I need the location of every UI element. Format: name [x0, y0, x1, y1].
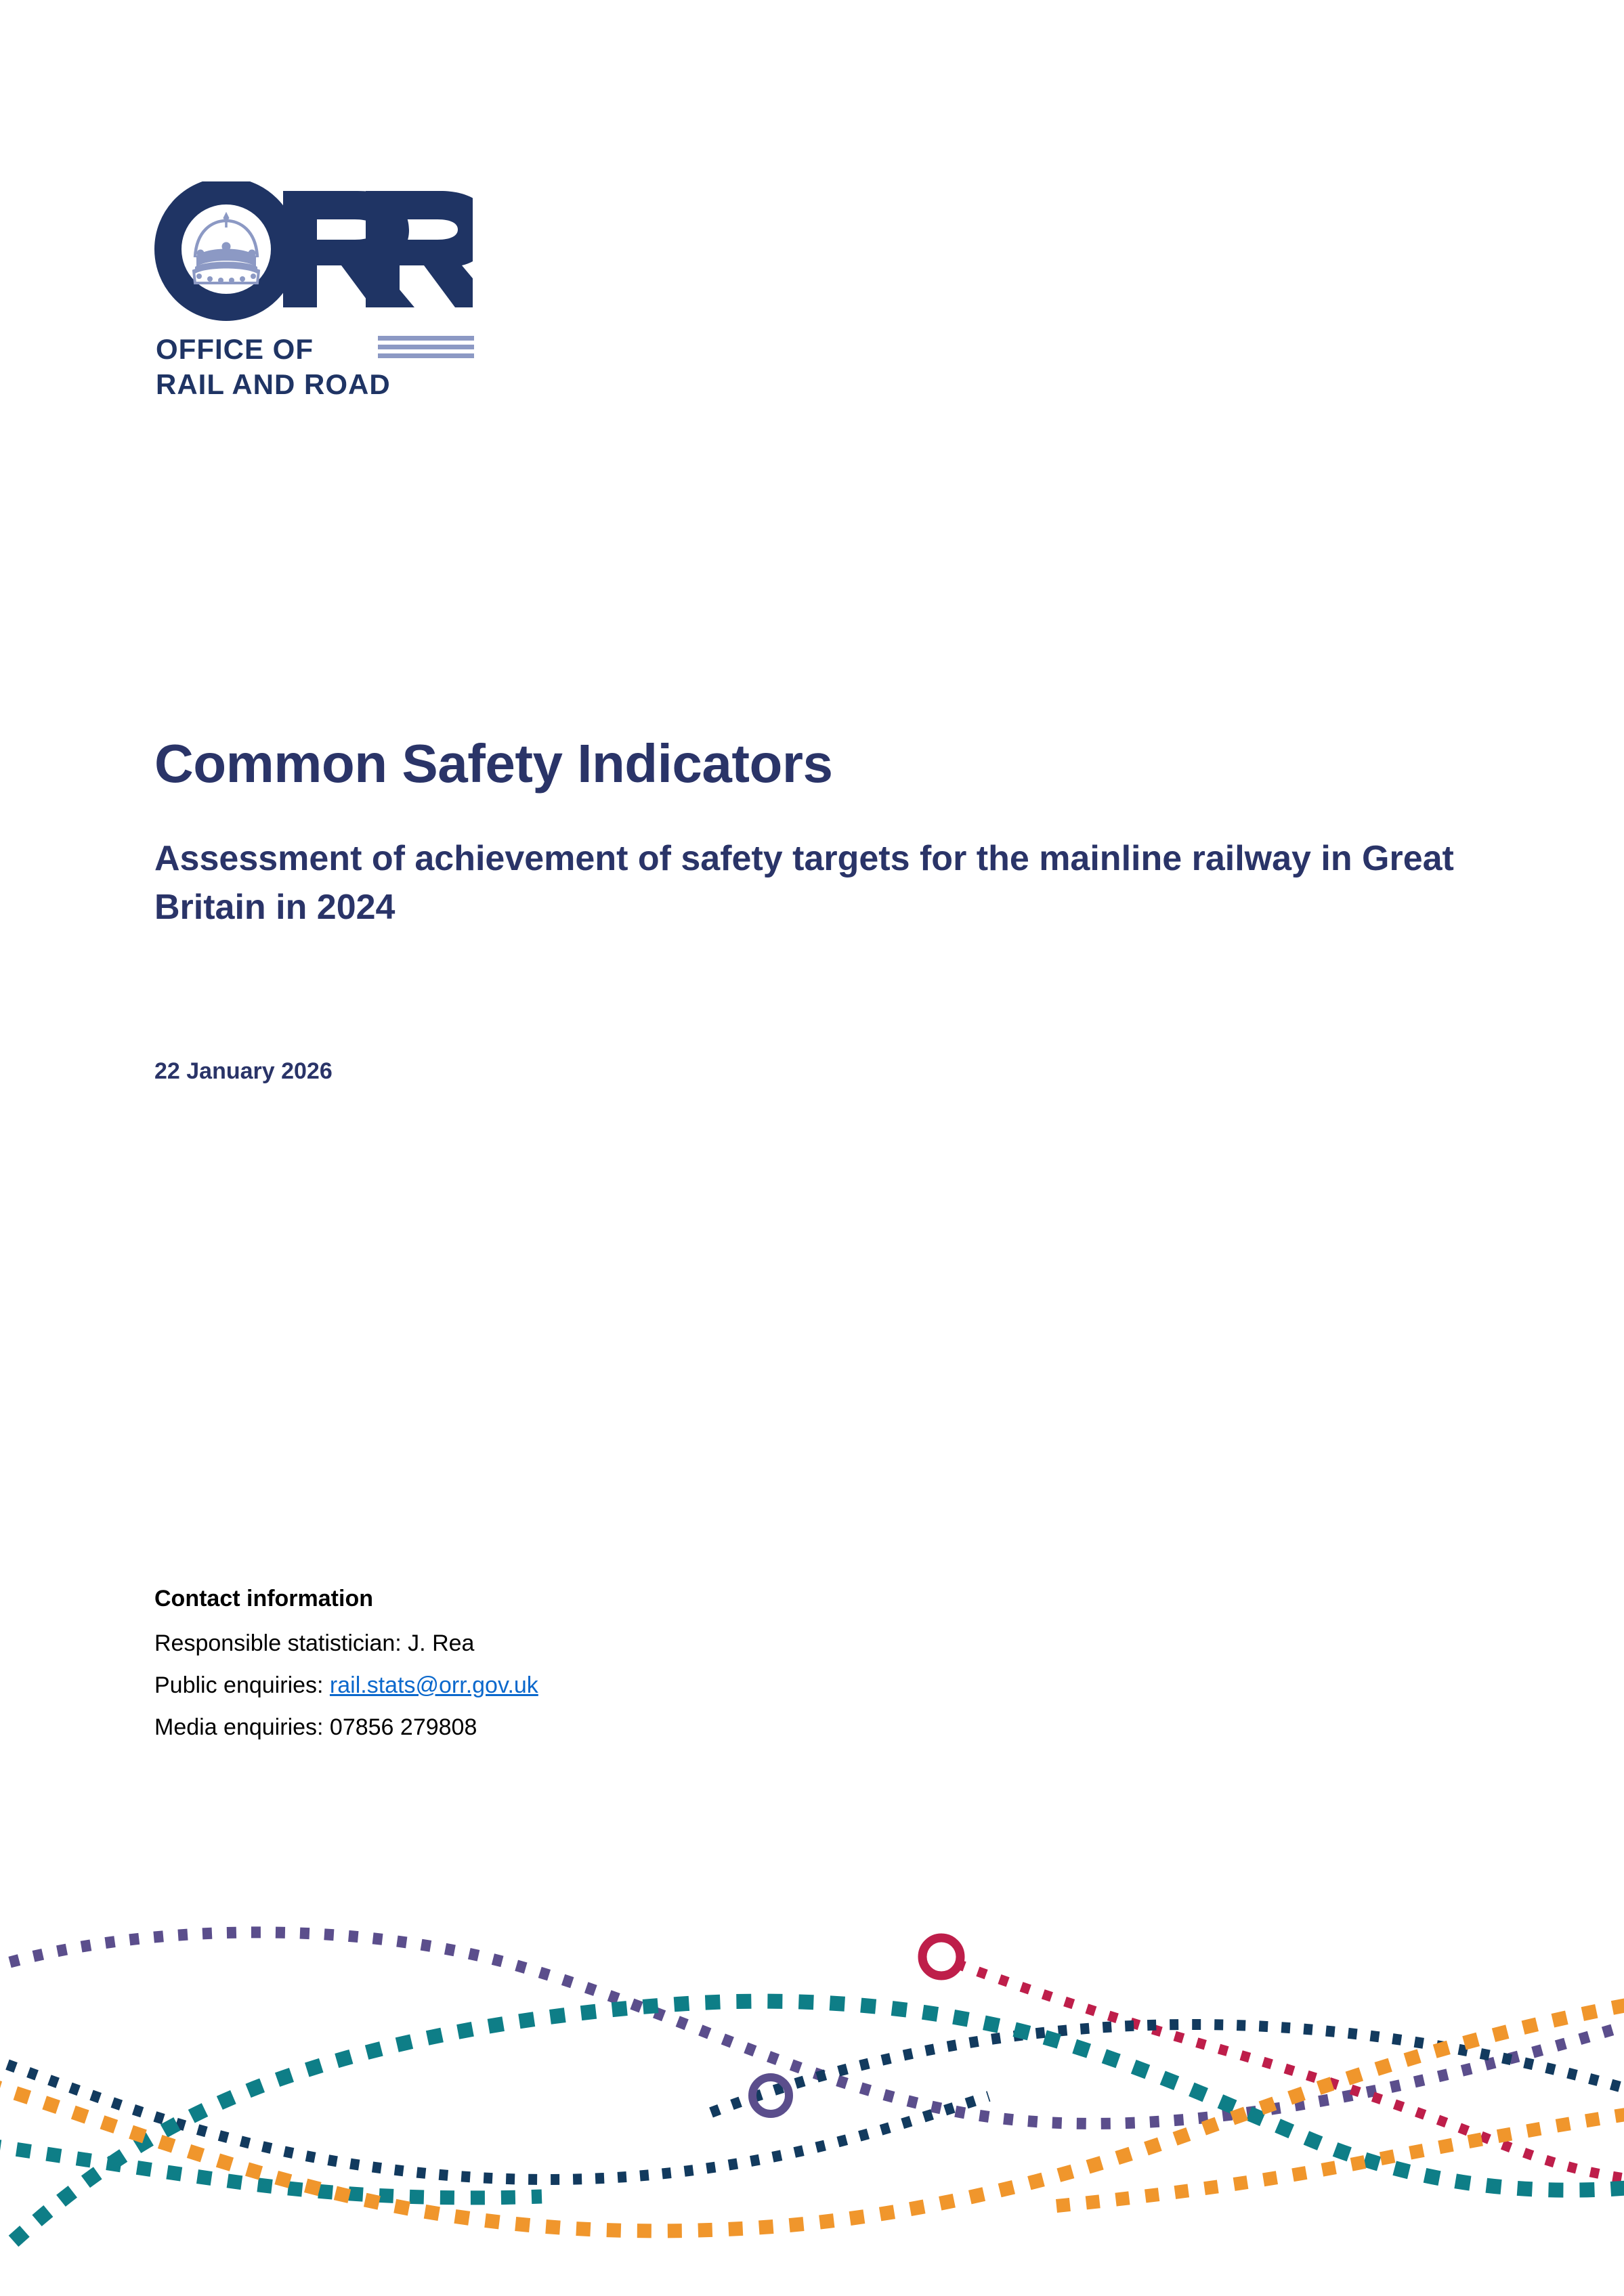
- page-title: Common Safety Indicators: [154, 733, 833, 794]
- contact-public-enquiries-label: Public enquiries:: [154, 1672, 330, 1698]
- contact-media-enquiries: Media enquiries: 07856 279808: [154, 1714, 477, 1740]
- logo-bars-decoration: [378, 336, 474, 363]
- wave-crimson: [956, 1964, 1624, 2180]
- logo-line-rail-and-road: RAIL AND ROAD: [156, 368, 391, 400]
- contact-information: [154, 1580, 1103, 1748]
- wave-orange-main: [0, 2003, 1624, 2231]
- orr-logo-wordmark: [156, 332, 474, 405]
- crimson-circle-icon: [922, 1938, 960, 1976]
- wave-orange-lower: [1056, 2113, 1624, 2206]
- wave-teal-lower: [0, 2145, 542, 2198]
- wave-teal-upper: [14, 2001, 1624, 2241]
- logo-line-office-of: OFFICE OF: [156, 333, 314, 365]
- contact-statistician: Responsible statistician: J. Rea: [154, 1630, 475, 1656]
- contact-heading: Contact information: [154, 1586, 373, 1611]
- dashed-wave-graphic: [0, 1889, 1624, 2296]
- contact-public-enquiries: [154, 1664, 1103, 1706]
- title-block: [154, 731, 1509, 932]
- publication-date: 22 January 2026: [154, 1058, 333, 1084]
- orr-logo-mark-icon: [154, 181, 473, 327]
- page-subtitle: Assessment of achievement of safety targets for the mainline railway in Great Britain in 2024: [154, 839, 1454, 927]
- orr-logo: [154, 181, 473, 405]
- contact-email-link[interactable]: rail.stats@orr.gov.uk: [329, 1672, 538, 1698]
